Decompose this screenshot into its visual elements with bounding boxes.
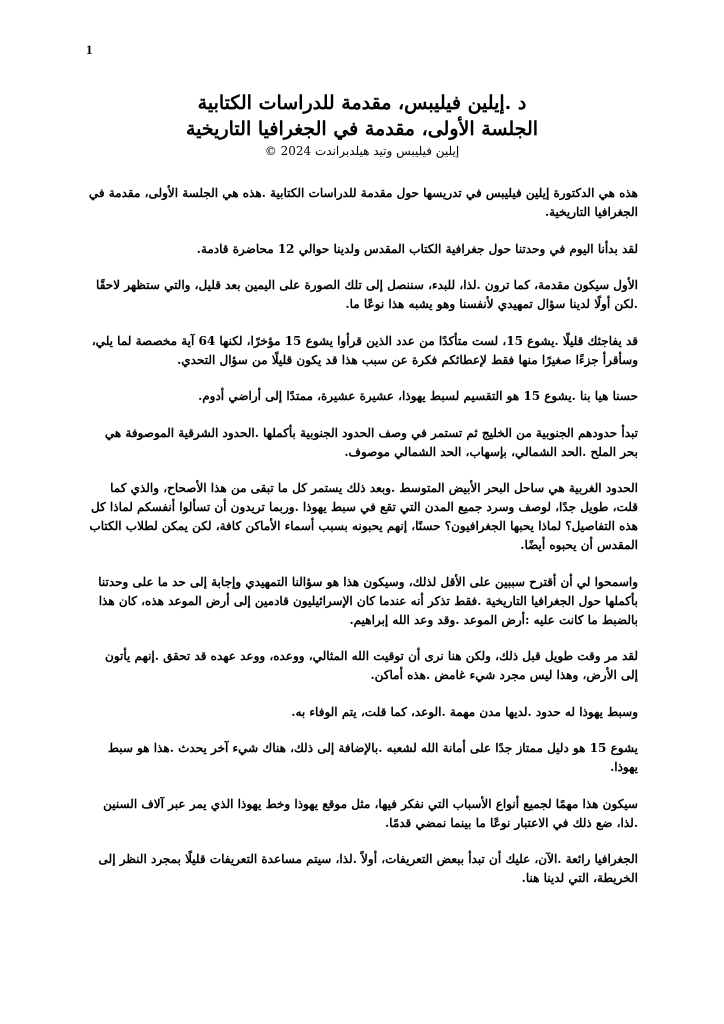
document-title-line-1: د .إيلين فيليبس، مقدمة للدراسات الكتابية bbox=[197, 92, 527, 114]
paragraph: حسنا هيا بنا .يشوع 15 هو التقسيم لسبط يهوذا، عشيرة عشيرة، ممتدًا إلى أراضي أدوم. bbox=[198, 389, 638, 403]
paragraph: سيكون هذا مهمًا لجميع أنواع الأسباب التي نفكر فيها، مثل موقع يهوذا وخط يهوذا الذي يمر عبر آلاف السنين .لذا، ضع ذلك في الاعتبار نوعًا ما بينما نمضي قدمًا. bbox=[103, 796, 638, 830]
paragraph: وسبط يهوذا له حدود .لديها مدن مهمة .الوعد، كما قلت، يتم الوفاء به. bbox=[291, 704, 638, 719]
paragraph: قد يفاجئك قليلًا .يشوع 15، لست متأكدًا من عدد الذين قرأوا يشوع 15 مؤخرًا، لكنها 64 آية مخصصة لما يلي، وسأقرأ جزءًا صغيرًا منها فقط لإعطائكم فكرة عن سبب هذا قد يكون قليلًا من سؤال التحدي. bbox=[91, 333, 638, 367]
document-title-line-2: الجلسة الأولى، مقدمة في الجغرافيا التاريخية bbox=[185, 118, 539, 140]
paragraph: الجغرافيا رائعة .الآن، عليك أن تبدأ ببعض التعريفات، أولاً .لذا، سيتم مساعدة التعريفات قليلًا بمجرد النظر إلى الخريطة، التي لدينا هنا. bbox=[98, 852, 638, 885]
paragraph: واسمحوا لي أن أقترح سببين على الأقل لذلك، وسيكون هذا هو سؤالنا التمهيدي وإجابة إلى حد ما على وحدتنا بأكملها حول الجغرافيا التاريخية .فقط تذكر أنه عندما كان الإسرائيليون قادمين إلى أرض الموعد هذه، كان هذا بالضبط ما كانت عليه :أرض الموعد .وقد وعد الله إبراهيم. bbox=[98, 574, 638, 627]
paragraph: هذه هي الدكتورة إيلين فيليبس في تدريسها حول مقدمة للدراسات الكتابية .هذه هي الجلسة الأولى، مقدمة في الجغرافيا التاريخية. bbox=[88, 186, 638, 219]
paragraph: لقد مر وقت طويل قبل ذلك، ولكن هنا نرى أن توقيت الله المثالي، ووعده، ووعد عهده قد تحقق .إنهم يأتون إلى الأرض، وهذا ليس مجرد شيء غامض .هذه أماكن. bbox=[105, 649, 638, 682]
document-header bbox=[100, 90, 624, 160]
copyright-line: إيلين فيليبس وتيد هيلدبراندت 2024 © bbox=[264, 144, 460, 158]
paragraph: تبدأ حدودهم الجنوبية من الخليج ثم تستمر في وصف الحدود الجنوبية بأكملها .الحدود الشرقية الموصوفة هي بحر الملح .الحد الشمالي، بإسهاب، الحد الشمالي موصوف. bbox=[104, 425, 638, 459]
page-number: 1 bbox=[86, 42, 93, 57]
paragraph: يشوع 15 هو دليل ممتاز جدًا على أمانة الله لشعبه .بالإضافة إلى ذلك، هناك شيء آخر يحدث .هذا هو سبط يهوذا. bbox=[107, 741, 638, 774]
paragraph: الحدود الغربية هي ساحل البحر الأبيض المتوسط .وبعد ذلك يستمر كل ما تبقى من هذا الأصحاح، والذي كما قلت، طويل جدًا، لوصف وسرد جميع المدن التي تقع في سبط يهوذا .وربما تريدون أن تسألوا أنفسكم لماذا كل هذه التفاصيل؟ لماذا يحبها الجغرافيون؟ حسنًا، إنهم يحبونه بسبب أسماء الأماكن كافة، لكن يمكن لطلاب الكتاب المقدس أن يحبوه أيضًا. bbox=[89, 481, 638, 552]
document-body bbox=[86, 184, 638, 906]
paragraph: لقد بدأنا اليوم في وحدتنا حول جغرافية الكتاب المقدس ولدينا حوالي 12 محاضرة قادمة. bbox=[196, 241, 638, 256]
paragraph: الأول سيكون مقدمة، كما ترون .لذا، للبدء، سننصل إلى تلك الصورة على اليمين بعد قليل، والتي ستظهر لاحقًا .لكن أولًا لدينا سؤال تمهيدي لأنفسنا وهو يشبه هذا نوعًا ما. bbox=[96, 278, 638, 311]
